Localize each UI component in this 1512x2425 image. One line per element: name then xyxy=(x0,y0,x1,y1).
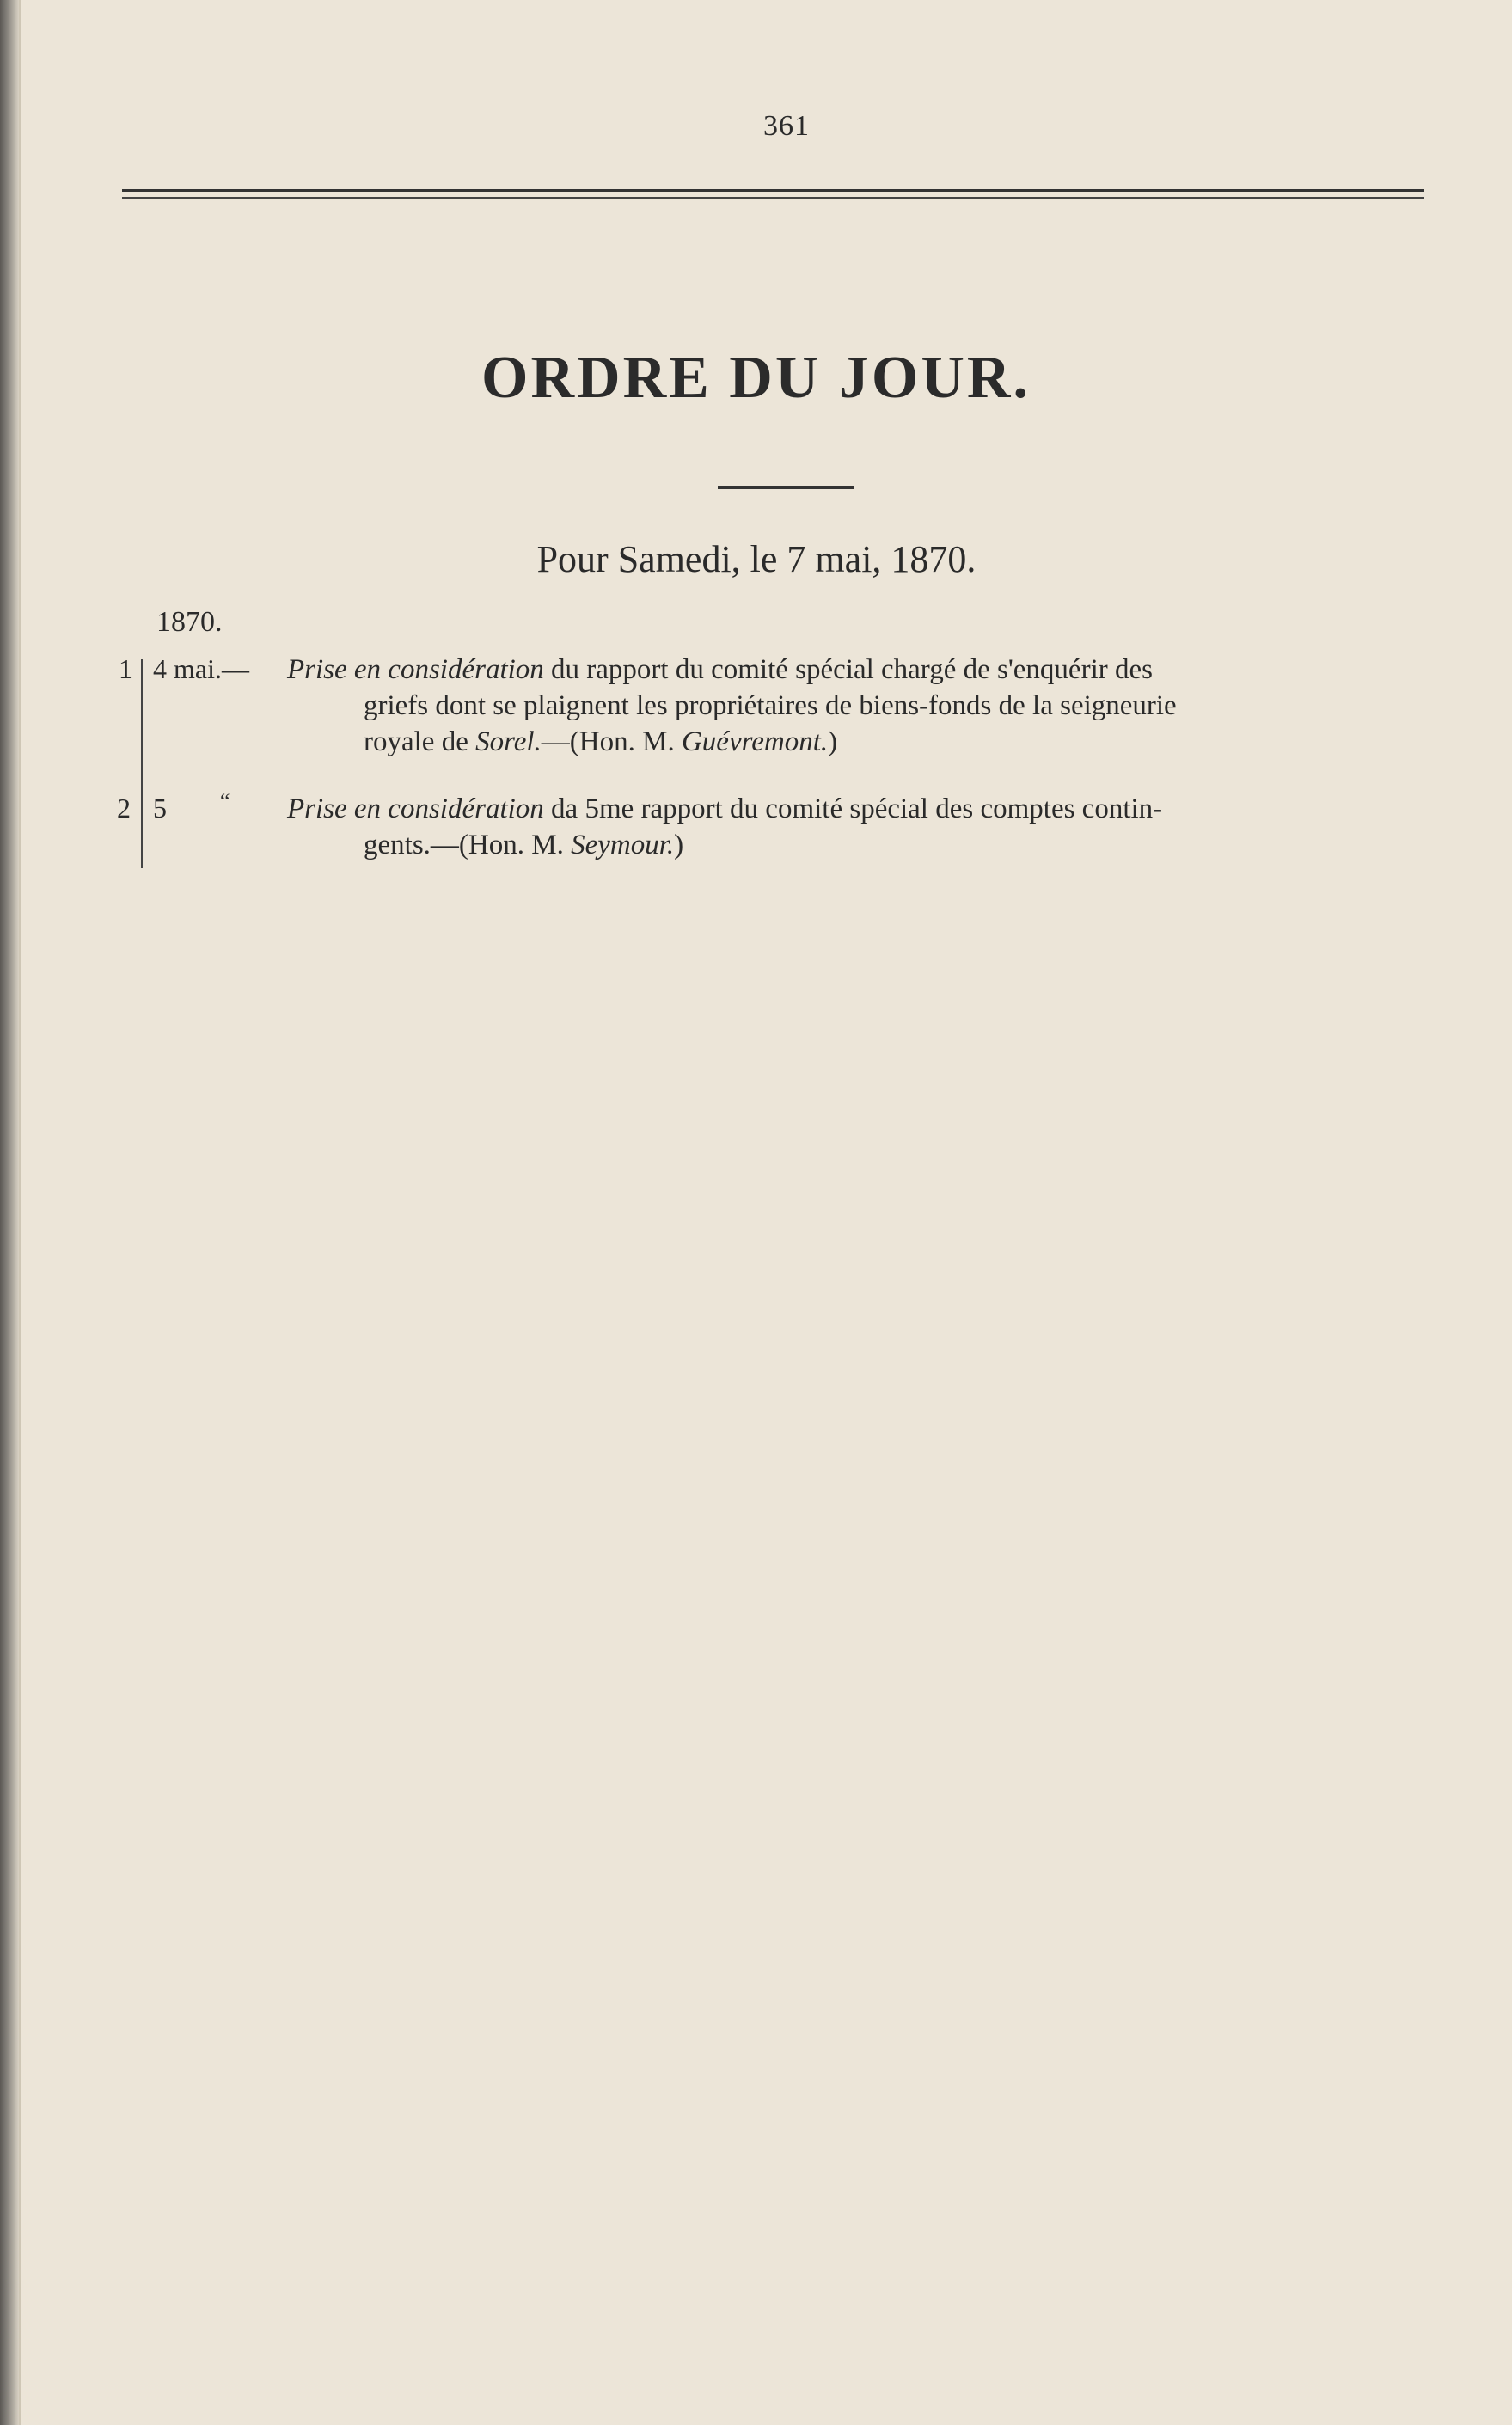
item-number: 2 xyxy=(117,793,131,824)
margin-column-line xyxy=(141,659,143,868)
item-text-part: ) xyxy=(828,726,838,757)
item-text-italic: Prise en considération xyxy=(287,793,544,824)
item-text-italic: Guévremont. xyxy=(681,726,829,757)
item-text xyxy=(153,652,1429,760)
item-date: 5 xyxy=(153,793,167,824)
item-text-italic: Prise en considération xyxy=(287,654,544,685)
item-text-part: —(Hon. M. xyxy=(541,726,682,757)
item-text-line: griefs dont se plaignent les propriétaires de biens-fonds de la seigneurie xyxy=(364,690,1177,721)
item-number: 1 xyxy=(119,653,132,684)
item-text-part: ) xyxy=(674,830,684,860)
year-label: 1870. xyxy=(156,606,223,638)
item-text-rest: du rapport du comité spécial chargé de s'enquérir des xyxy=(543,654,1153,685)
item-text-rest: da 5me rapport du comité spécial des comptes contin- xyxy=(543,793,1163,824)
title-rule xyxy=(718,486,854,489)
header-rule-secondary xyxy=(122,197,1424,199)
item-text-part: gents.—(Hon. M. xyxy=(364,830,572,860)
item-text-italic: Sorel. xyxy=(475,726,542,757)
item-date: 4 mai.— xyxy=(153,653,249,684)
item-text xyxy=(153,791,1429,863)
header-rule xyxy=(122,189,1424,192)
page-number: 361 xyxy=(763,110,810,142)
page-title: ORDRE DU JOUR. xyxy=(481,345,1031,411)
date-heading: Pour Samedi, le 7 mai, 1870. xyxy=(536,538,976,580)
ditto-mark: “ xyxy=(220,789,230,814)
item-text-part: royale de xyxy=(364,726,476,757)
item-text-italic: Seymour. xyxy=(571,830,675,860)
